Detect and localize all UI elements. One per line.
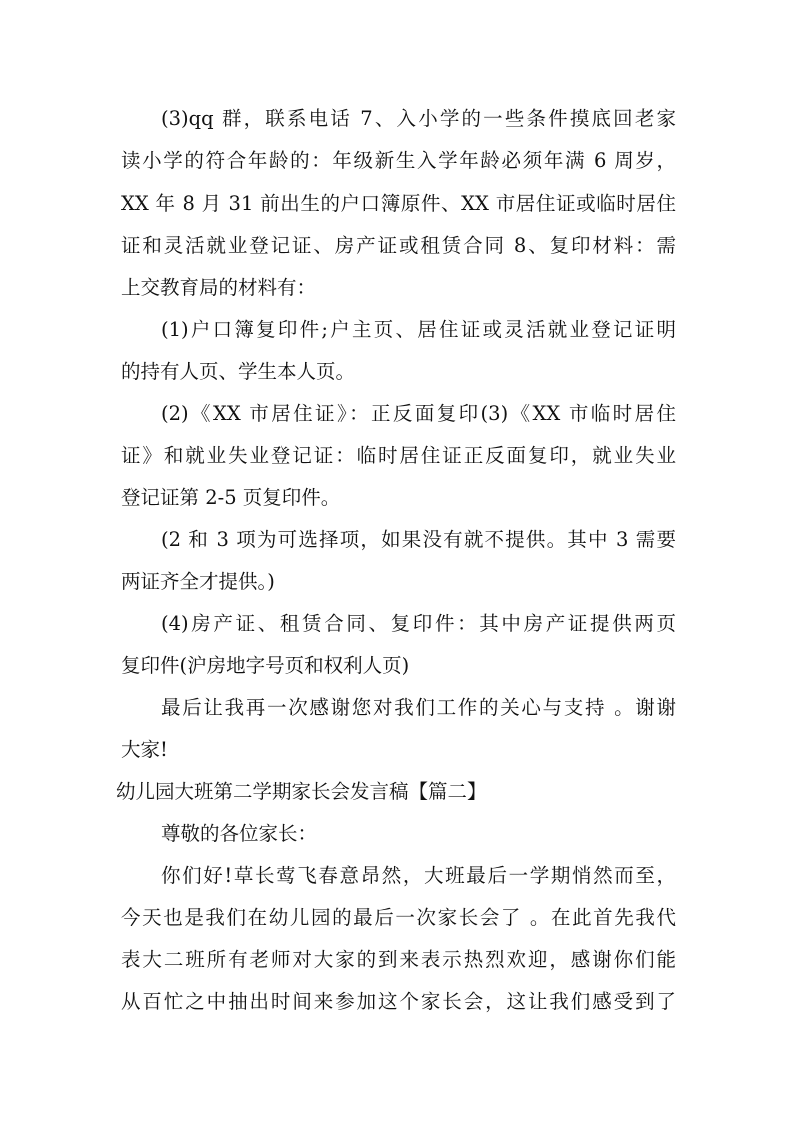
paragraph-line: 的持有人页、学生本人页。: [121, 360, 356, 383]
paragraph-line: 表大二班所有老师对大家的到来表示热烈欢迎，感谢你们能: [121, 948, 676, 971]
paragraph-line: 复印件(沪房地字号页和权利人页): [121, 654, 410, 677]
paragraph-line: (1)户口簿复印件;户主页、居住证或灵活就业登记证明: [161, 318, 676, 341]
paragraph-line: 今天也是我们在幼儿园的最后一次家长会了 。在此首先我代: [121, 906, 676, 929]
paragraph-line: 登记证第 2-5 页复印件。: [121, 486, 341, 509]
paragraph-line: XX 年 8 月 31 前出生的户口簿原件、XX 市居住证或临时居住: [121, 192, 676, 215]
paragraph-line: 证和灵活就业登记证、房产证或租赁合同 8、复印材料：需: [121, 234, 676, 257]
salutation-line: 尊敬的各位家长：: [161, 822, 318, 845]
section-heading: 幼儿园大班第二学期家长会发言稿【篇二】: [116, 780, 487, 803]
paragraph-line: 两证齐全才提供。): [121, 570, 275, 593]
paragraph-line: 上交教育局的材料有：: [121, 276, 317, 299]
paragraph-line: 从百忙之中抽出时间来参加这个家长会，这让我们感受到了: [121, 990, 676, 1013]
paragraph-line: (4)房产证、租赁合同、复印件：其中房产证提供两页: [161, 612, 676, 635]
paragraph-line: 大家!: [121, 738, 168, 761]
paragraph-line: 你们好!草长莺飞春意昂然，大班最后一学期悄然而至，: [161, 864, 676, 887]
paragraph-line: (2)《XX 市居住证》：正反面复印(3)《XX 市临时居住: [161, 402, 676, 425]
paragraph-line: (2 和 3 项为可选择项，如果没有就不提供。其中 3 需要: [161, 528, 676, 551]
paragraph-line: 读小学的符合年龄的：年级新生入学年龄必须年满 6 周岁，: [121, 149, 676, 172]
paragraph-line: (3)qq 群，联系电话 7、入小学的一些条件摸底回老家: [161, 107, 676, 130]
paragraph-line: 最后让我再一次感谢您对我们工作的关心与支持 。谢谢: [161, 696, 676, 719]
paragraph-line: 证》和就业失业登记证：临时居住证正反面复印，就业失业: [121, 444, 676, 467]
